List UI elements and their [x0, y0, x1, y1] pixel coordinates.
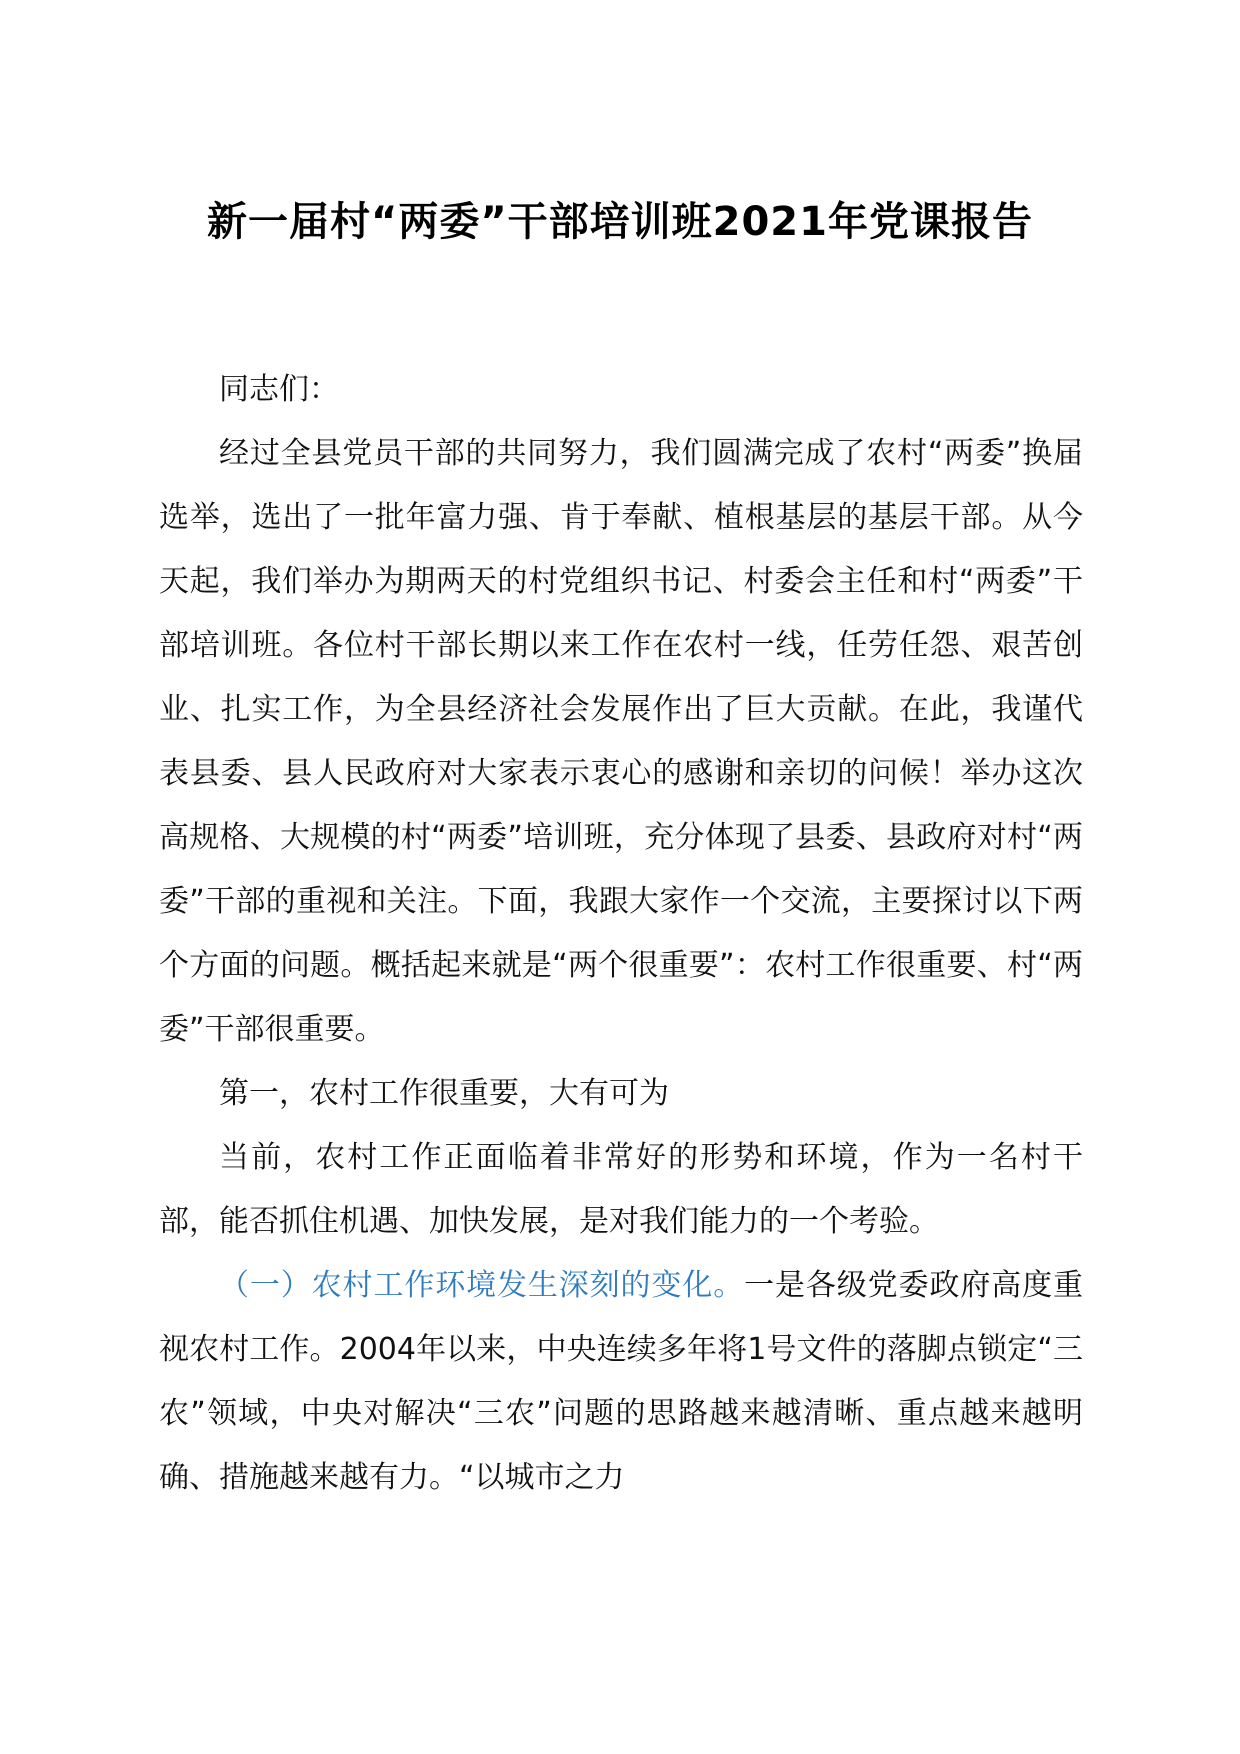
salutation-paragraph: 同志们： [219, 372, 339, 407]
subsection-paragraph [159, 1254, 1083, 1510]
section-heading-paragraph: 第一，农村工作很重要，大有可为 [219, 1076, 669, 1111]
document-body [159, 358, 1083, 1510]
intro-paragraph: 经过全县党员干部的共同努力，我们圆满完成了农村“两委”换届选举，选出了一批年富力强、肯于奉献、植根基层的基层干部。从今天起，我们举办为期两天的村党组织书记、村委会主任和村“两委”干部培训班。各位村干部长期以来工作在农村一线，任劳任怨、艰苦创业、扎实工作，为全县经济社会发展作出了巨大贡献。在此，我谨代表县委、县人民政府对大家表示衷心的感谢和亲切的问候！举办这次高规格、大规模的村“两委”培训班，充分体现了县委、县政府对村“两委”干部的重视和关注。下面，我跟大家作一个交流，主要探讨以下两个方面的问题。概括起来就是“两个很重要”：农村工作很重要、村“两委”干部很重要。 [159, 436, 1083, 1047]
subsection-heading: （一）农村工作环境发生深刻的变化。 [219, 1268, 745, 1303]
context-paragraph: 当前，农村工作正面临着非常好的形势和环境，作为一名村干部，能否抓住机遇、加快发展，是对我们能力的一个考验。 [159, 1140, 1083, 1239]
subsection-body: 一是各级党委政府高度重视农村工作。2004年以来，中央连续多年将1号文件的落脚点锁定“三农”领域，中央对解决“三农”问题的思路越来越清晰、重点越来越明确、措施越来越有力。“以城市之力 [159, 1268, 1084, 1495]
document-title: 新一届村“两委”干部培训班2021年党课报告 [207, 199, 1033, 245]
